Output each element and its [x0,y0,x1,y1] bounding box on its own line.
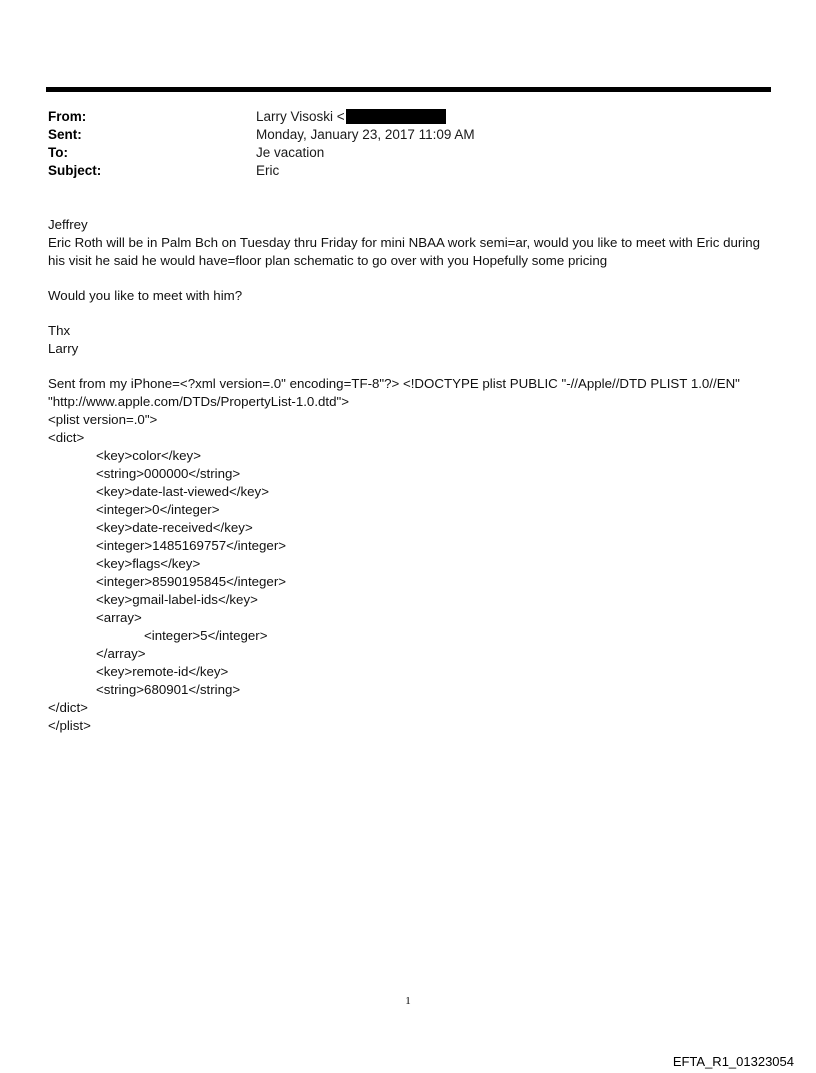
subject-value: Eric [256,163,280,178]
document-id: EFTA_R1_01323054 [672,1054,794,1069]
to-row [48,144,768,162]
from-label: From: [48,109,87,124]
plist-line: <integer>1485169757</integer> [96,538,287,553]
plist-line: </dict> [48,700,88,715]
plist-line: <key>remote-id</key> [96,664,229,679]
thanks-line: Thx [48,323,71,338]
plist-line: </plist> [48,718,91,733]
plist-line: <string>680901</string> [96,682,241,697]
greeting: Jeffrey [48,217,88,232]
plist-line: <plist version=.0"> [48,412,158,427]
to-value: Je vacation [256,145,325,160]
sent-from-line: Sent from my iPhone=<?xml version=.0" encoding=TF-8"?> <!DOCTYPE plist PUBLIC "-//Apple//DTD PLIST 1.0//EN" "http://www.apple.com/DTDs/PropertyList-1.0.dtd"> [48,376,740,409]
subject-row [48,162,768,180]
email-body [48,216,773,735]
plist-line: <dict> [48,430,85,445]
sent-label: Sent: [48,127,82,142]
from-value [256,108,446,126]
plist-line: <key>flags</key> [96,556,201,571]
plist-line: <key>date-last-viewed</key> [96,484,269,499]
plist-line: <integer>8590195845</integer> [96,574,287,589]
plist-line: <key>date-received</key> [96,520,253,535]
plist-line: <integer>0</integer> [96,502,220,517]
signature-line: Larry [48,341,79,356]
question-line: Would you like to meet with him? [48,288,243,303]
sent-row [48,126,768,144]
plist-line: <string>000000</string> [96,466,241,481]
sent-value: Monday, January 23, 2017 11:09 AM [256,127,475,142]
subject-label: Subject: [48,163,102,178]
plist-line: </array> [96,646,146,661]
from-name: Larry Visoski < [256,109,345,124]
message-paragraph: Eric Roth will be in Palm Bch on Tuesday thru Friday for mini NBAA work semi=ar, would you like to meet with Eric during his visit he said he would have=floor plan schematic to go over with you Hopefully some pricing [48,235,761,268]
header-divider [46,87,771,92]
redaction-block [346,109,446,124]
plist-block [48,411,773,735]
plist-line: <key>gmail-label-ids</key> [96,592,258,607]
plist-line: <array> [96,610,142,625]
page-number: 1 [405,995,411,1007]
to-label: To: [48,145,68,160]
from-row [48,108,768,126]
plist-line: <integer>5</integer> [144,628,268,643]
email-header [48,108,768,180]
plist-line: <key>color</key> [96,448,201,463]
